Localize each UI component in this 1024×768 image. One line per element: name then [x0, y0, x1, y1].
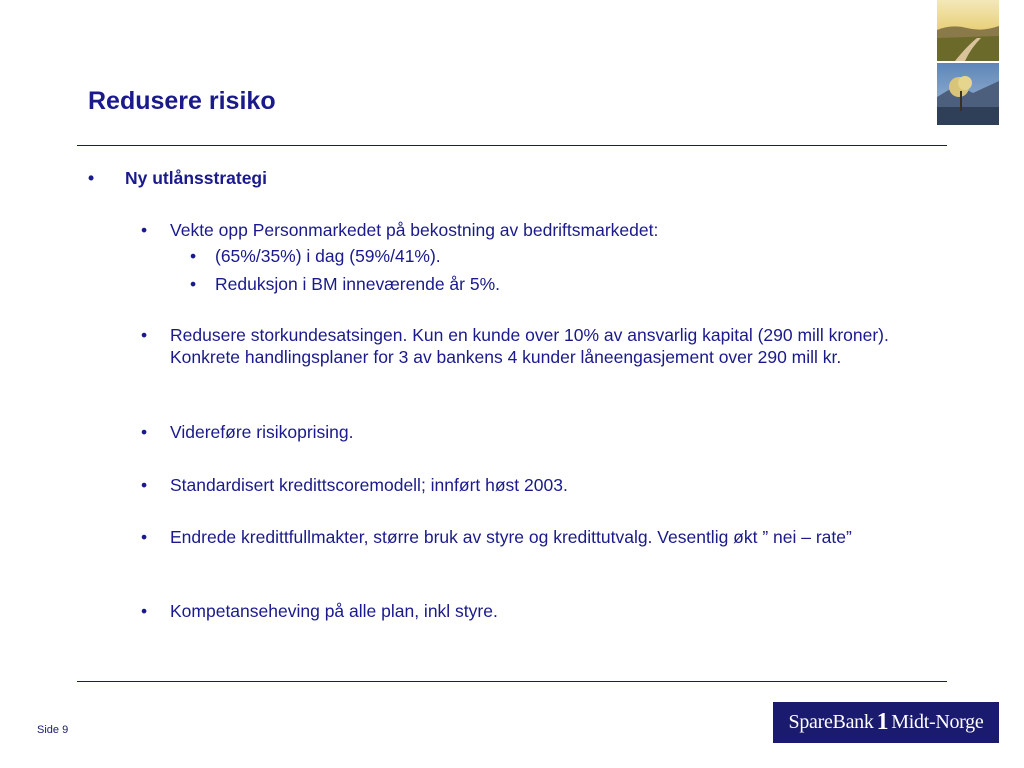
bullet-text: Videreføre risikoprising.: [170, 422, 354, 442]
bullet-dot-icon: •: [141, 475, 148, 495]
bullet-text: Vekte opp Personmarkedet på bekostning av bedriftsmarkedet:: [170, 220, 659, 240]
bullet-dot-icon: •: [88, 168, 95, 188]
bullet-strategy: [88, 167, 267, 189]
title-divider: [77, 145, 947, 146]
landscape-photo-road: [937, 0, 999, 61]
footer-divider: [77, 681, 947, 682]
bullet-standard: [141, 474, 568, 496]
bullet-dot-icon: •: [190, 246, 197, 266]
bullet-reduction: [190, 273, 500, 295]
page-number: Side 9: [37, 724, 69, 736]
bullet-text: Reduksjon i BM inneværende år 5%.: [215, 274, 501, 294]
bullet-share: [190, 245, 441, 267]
bullet-endrede: [141, 526, 931, 548]
bullet-kompetanse: [141, 600, 498, 622]
bullet-text: Ny utlånsstrategi: [125, 168, 267, 188]
bullet-dot-icon: •: [141, 422, 148, 442]
logo-text-one: 1: [876, 709, 889, 735]
bullet-text: Endrede kredittfullmakter, større bruk av styre og kredittutvalg. Vesentlig økt ” nei – rate”: [170, 527, 852, 547]
bullet-vekte: [141, 219, 931, 241]
bullet-storkunde: [141, 324, 931, 368]
landscape-photo-tree: [937, 63, 999, 125]
bullet-videre: [141, 421, 354, 443]
bullet-dot-icon: •: [141, 325, 148, 345]
logo-text-sparebank: SpareBank: [788, 711, 874, 733]
bullet-text: (65%/35%) i dag (59%/41%).: [215, 246, 441, 266]
logo-text-region: Midt-Norge: [891, 711, 984, 733]
slide-title: Redusere risiko: [88, 87, 276, 115]
sparebank-logo: [773, 702, 999, 743]
bullet-dot-icon: •: [141, 220, 148, 240]
bullet-text: Standardisert kredittscoremodell; innført høst 2003.: [170, 475, 568, 495]
bullet-text: Kompetanseheving på alle plan, inkl styre.: [170, 601, 498, 621]
bullet-dot-icon: •: [190, 274, 197, 294]
bullet-text: Redusere storkundesatsingen. Kun en kunde over 10% av ansvarlig kapital (290 mill kroner). Konkrete handlingsplaner for 3 av bankens 4 kunder låneengasjement over 290 mill kr.: [170, 325, 889, 367]
bullet-dot-icon: •: [141, 601, 148, 621]
bullet-dot-icon: •: [141, 527, 148, 547]
